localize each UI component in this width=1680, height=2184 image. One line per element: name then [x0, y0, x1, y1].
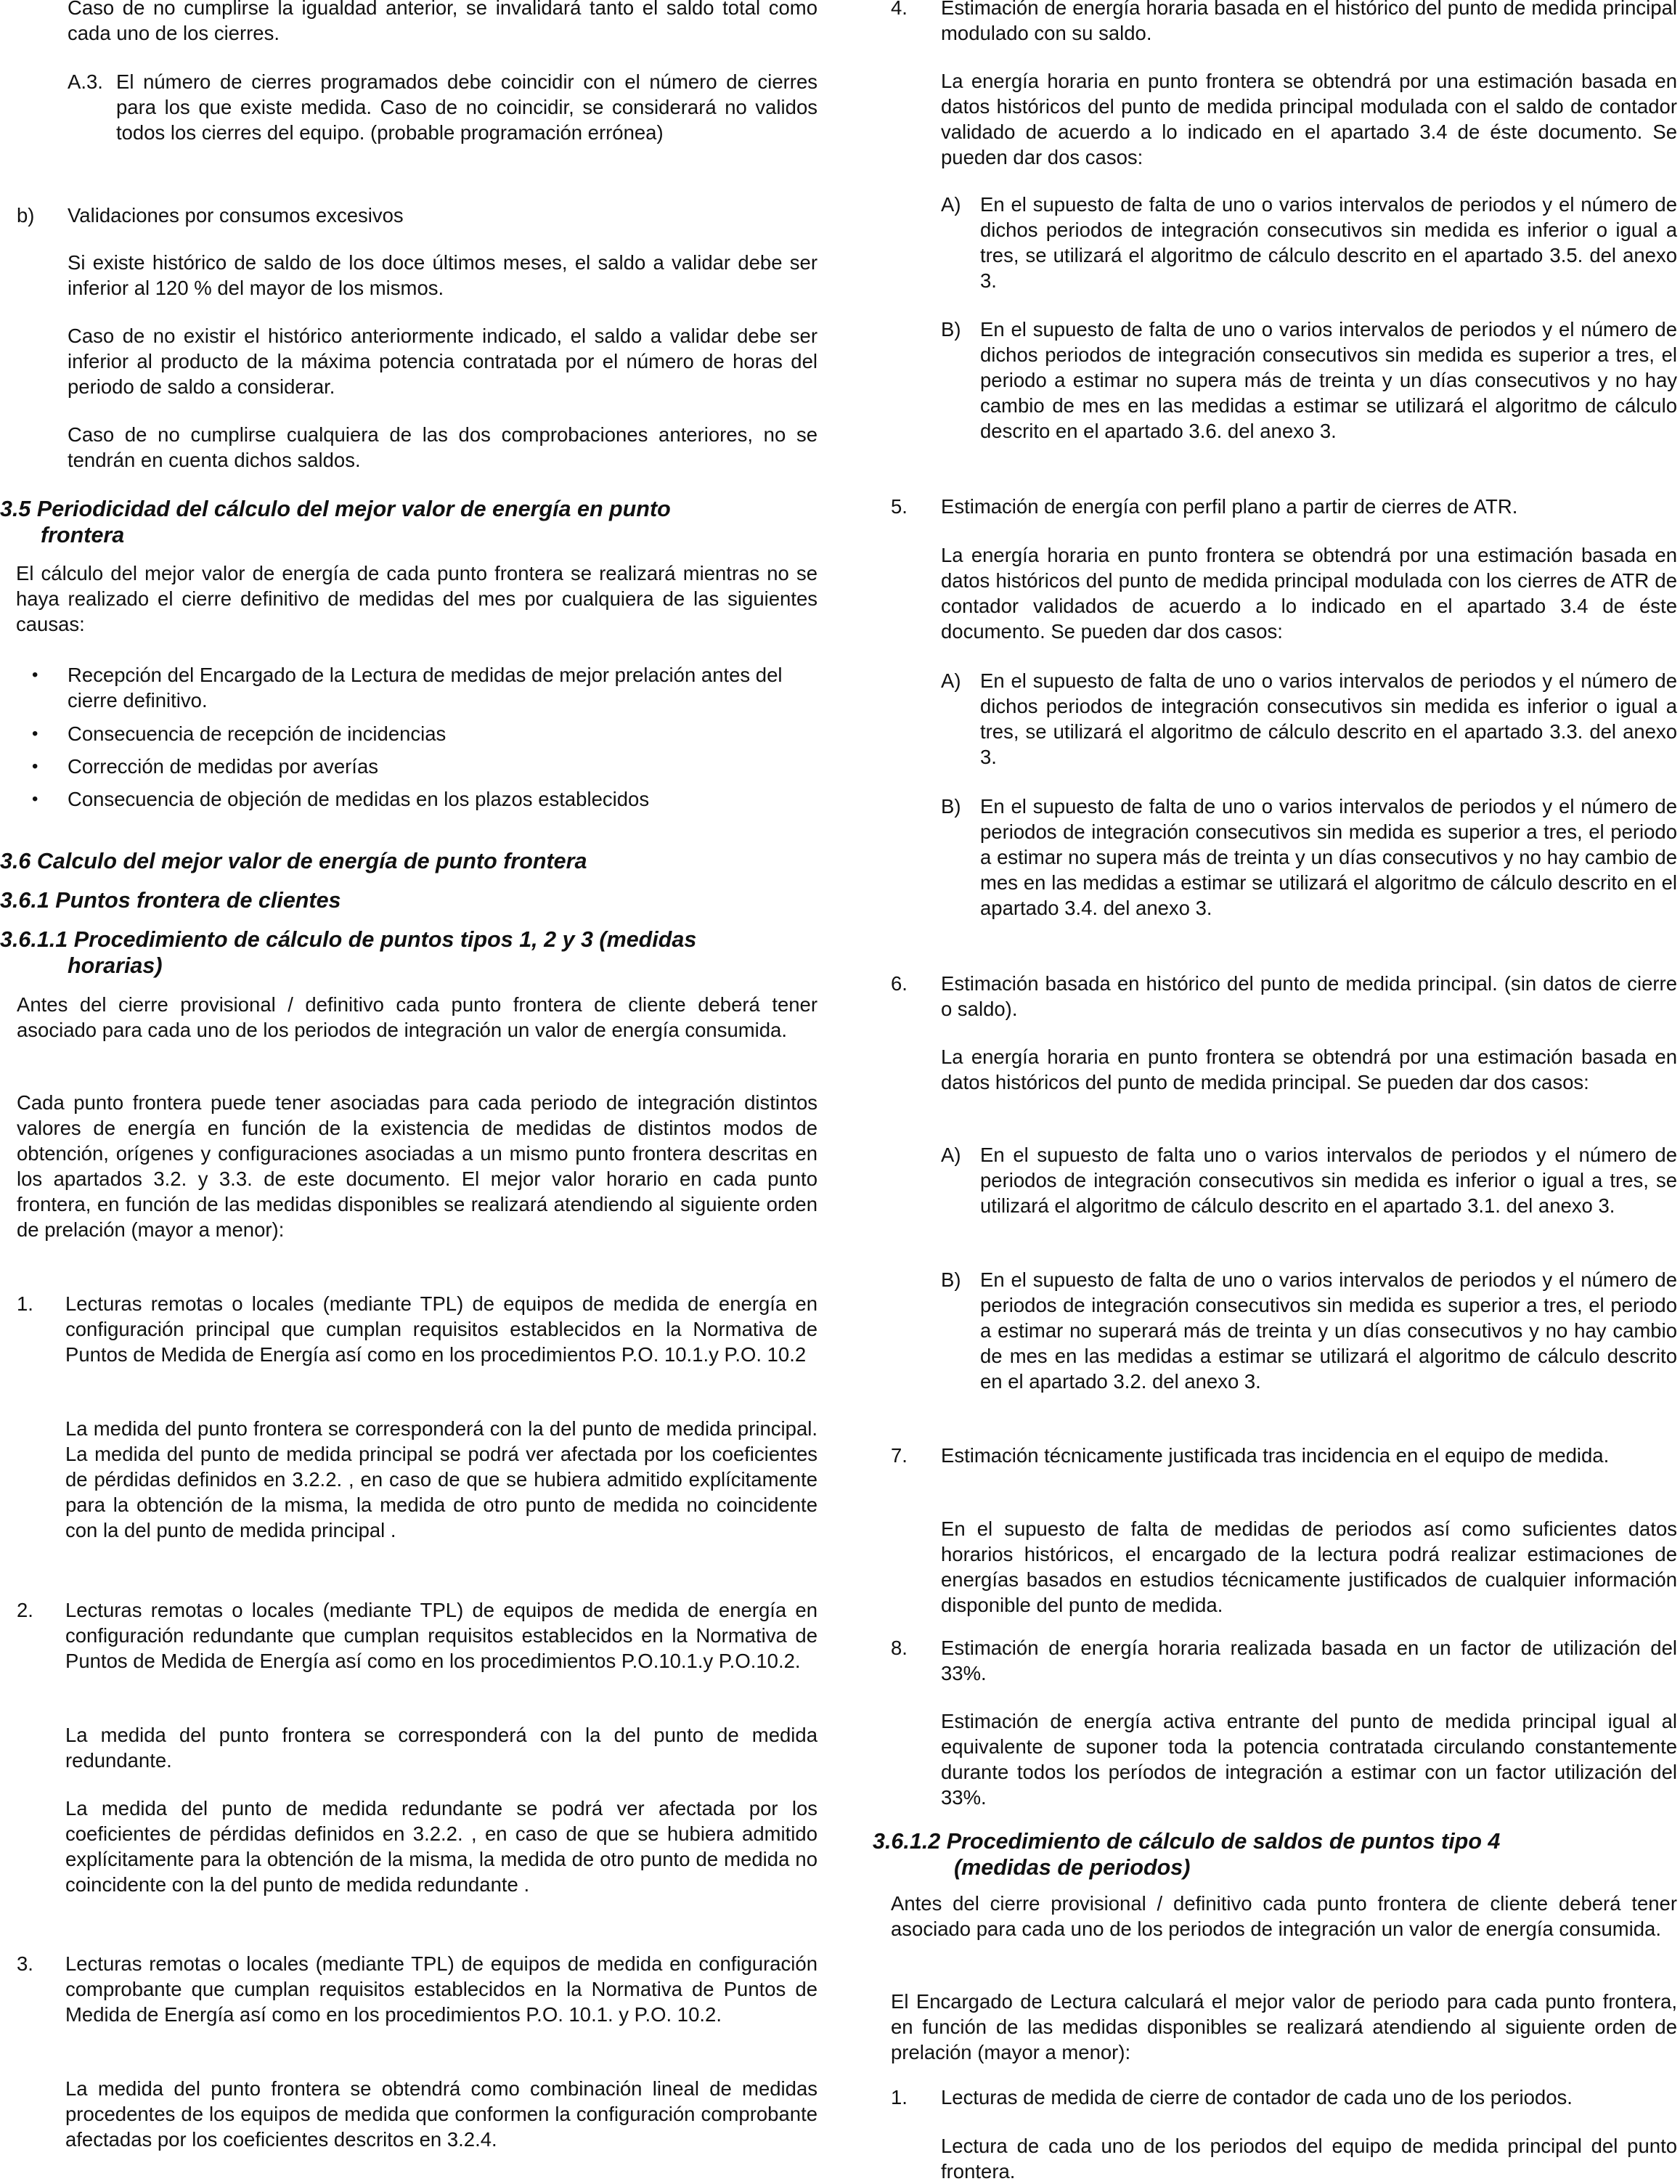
- bullet-marker-3: •: [32, 757, 38, 776]
- paragraph-invalid-sum: Caso de no cumplirse la igualdad anterior, se invalidará tanto el saldo total como cada uno de los cierres.: [68, 0, 817, 44]
- list-text-8: Estimación de energía horaria realizada basada en un factor de utilización del 33%.: [941, 1637, 1677, 1684]
- list-label-4: 4.: [891, 0, 908, 19]
- list-label-5: 5.: [891, 495, 908, 518]
- heading-3-6-1: 3.6.1 Puntos frontera de clientes: [0, 888, 341, 913]
- case-text-5b: En el supuesto de falta de uno o varios intervalos de periodos y el número de periodos de integración consecutivos sin medida es superior a tres, el periodo a estimar no supera más de treinta y un días consecutivos y no hay cambio de mes en las medidas a estimar se utilizará el algoritmo de cálculo descrito en el apartado 3.4. del anexo 3.: [980, 795, 1677, 919]
- order-1-paragraph: Lectura de cada uno de los periodos del equipo de medida principal del punto frontera.: [941, 2135, 1677, 2183]
- heading-3-6-1-2-line2: (medidas de periodos): [954, 1855, 1191, 1880]
- item-title-b: Validaciones por consumos excesivos: [68, 204, 404, 227]
- case-text-6b: En el supuesto de falta de uno o varios intervalos de periodos y el número de periodos de integración consecutivos sin medida es superior a tres, el periodo a estimar no superará más de treinta y un días consecutivos y no hay cambio de mes en las medidas a estimar se utilizará el algoritmo de cálculo descrito en el apartado 3.2. del anexo 3.: [980, 1268, 1677, 1393]
- heading-3-6-1-1-line2: horarias): [68, 953, 163, 978]
- bullet-item-2: Consecuencia de recepción de incidencias: [68, 722, 446, 745]
- case-label-5b: B): [941, 795, 961, 818]
- case-label-6b: B): [941, 1268, 961, 1291]
- heading-3-6-1-1: [0, 926, 817, 979]
- case-label-4a: A): [941, 193, 961, 216]
- list-label-6: 6.: [891, 972, 908, 995]
- list-text-4: Estimación de energía horaria basada en el histórico del punto de medida principal modulado con su saldo.: [941, 0, 1677, 44]
- item-text-a3: El número de cierres programados debe coincidir con el número de cierres para los que existe medida. Caso de no coincidir, se considerará no validos todos los cierres del equipo. (probable programación errónea): [116, 70, 817, 144]
- item-label-a3: A.3.: [68, 70, 103, 93]
- case-text-6a: En el supuesto de falta uno o varios intervalos de periodos y el número de periodos de integración consecutivos sin medida es inferior o igual a tres, se utilizará el algoritmo de cálculo descrito en el apartado 3.1. del anexo 3.: [980, 1144, 1677, 1217]
- bullet-item-3: Corrección de medidas por averías: [68, 755, 378, 778]
- order-label-1: 1.: [891, 2086, 908, 2108]
- case-label-5a: A): [941, 669, 961, 692]
- bullet-item-1: Recepción del Encargado de la Lectura de medidas de mejor prelación antes del cierre definitivo.: [68, 664, 783, 712]
- list-3-paragraph: La medida del punto frontera se obtendrá como combinación lineal de medidas procedentes de los equipos de medida que conformen la configuración comprobante afectadas por los coeficientes descritos en 3.2.4.: [65, 2077, 817, 2151]
- heading-3-6-1-2-line1: 3.6.1.2 Procedimiento de cálculo de saldos de puntos tipo 4: [873, 1829, 1501, 1854]
- paragraph-3-6-1-2-a: Antes del cierre provisional / definitivo cada punto frontera de cliente deberá tener asociado para cada uno de los periodos de integración un valor de energía consumida.: [891, 1892, 1677, 1940]
- item-label-b: b): [17, 204, 35, 227]
- list-text-5: Estimación de energía con perfil plano a partir de cierres de ATR.: [941, 495, 1518, 518]
- list-label-1: 1.: [17, 1292, 33, 1315]
- paragraph-b1: Si existe histórico de saldo de los doce últimos meses, el saldo a validar debe ser inferior al 120 % del mayor de los mismos.: [68, 251, 817, 299]
- heading-3-6: 3.6 Calculo del mejor valor de energía de punto frontera: [0, 849, 587, 873]
- heading-3-5-line1: 3.5 Periodicidad del cálculo del mejor valor de energía en punto: [0, 497, 671, 521]
- list-text-1: Lecturas remotas o locales (mediante TPL) de equipos de medida de energía en configuración principal que cumplan requisitos establecidos en la Normativa de Puntos de Medida de Energía así como en los procedimientos P.O. 10.1.y P.O. 10.2: [65, 1292, 817, 1366]
- paragraph-3-6-1-2-b: El Encargado de Lectura calculará el mejor valor de periodo para cada punto frontera, en función de las medidas disponibles se realizará atendiendo al siguiente orden de prelación (mayor a menor):: [891, 1990, 1677, 2063]
- heading-3-6-1-1-line1: 3.6.1.1 Procedimiento de cálculo de puntos tipos 1, 2 y 3 (medidas: [0, 927, 697, 952]
- order-text-1: Lecturas de medida de cierre de contador de cada uno de los periodos.: [941, 2086, 1573, 2108]
- bullet-marker-4: •: [32, 789, 38, 809]
- list-text-2: Lecturas remotas o locales (mediante TPL) de equipos de medida de energía en configuración redundante que cumplan requisitos establecidos en la Normativa de Puntos de Medida de Energía así como en los procedimientos P.O.10.1.y P.O.10.2.: [65, 1599, 817, 1672]
- bullet-marker-2: •: [32, 724, 38, 743]
- list-label-7: 7.: [891, 1444, 908, 1467]
- list-2-paragraph-a: La medida del punto frontera se corresponderá con la del punto de medida redundante.: [65, 1724, 817, 1772]
- list-8-paragraph: Estimación de energía activa entrante del punto de medida principal igual al equivalente de suponer toda la potencia contratada circulando constantemente durante todos los períodos de integración a estimar con un factor utilización del 33%.: [941, 1710, 1677, 1809]
- heading-3-6-1-2: [873, 1828, 1677, 1881]
- list-1-paragraph: La medida del punto frontera se corresponderá con la del punto de medida principal. La medida del punto de medida principal se podrá ver afectada por los coeficientes de pérdidas definidos en 3.2.2. , en caso de que se hubiera admitido explícitamente para la obtención de la misma, la medida de otro punto de medida no coincidente con la del punto de medida principal .: [65, 1417, 817, 1541]
- bullet-marker-1: •: [32, 665, 38, 685]
- list-7-paragraph: En el supuesto de falta de medidas de periodos así como suficientes datos horarios históricos, el encargado de la lectura podrá realizar estimaciones de energías basados en estudios técnicamente justificados de cualquier información disponible del punto de medida.: [941, 1517, 1677, 1616]
- list-label-2: 2.: [17, 1599, 33, 1621]
- paragraph-3-6-1-1-b: Cada punto frontera puede tener asociadas para cada periodo de integración distintos valores de energía en función de la existencia de medidas de distintos modos de obtención, orígenes y configuraciones asociadas a un mismo punto frontera descritas en los apartados 3.2. y 3.3. de este documento. El mejor valor horario en cada punto frontera, en función de las medidas disponibles se realizará atendiendo al siguiente orden de prelación (mayor a menor):: [17, 1091, 817, 1241]
- paragraph-3-6-1-1-a: Antes del cierre provisional / definitivo cada punto frontera de cliente deberá tener asociado para cada uno de los periodos de integración un valor de energía consumida.: [17, 993, 817, 1041]
- list-4-paragraph: La energía horaria en punto frontera se obtendrá por una estimación basada en datos históricos del punto de medida principal modulada con el saldo de contador validado de acuerdo a lo indicado en el apartado 3.4 de éste documento. Se pueden dar dos casos:: [941, 70, 1677, 168]
- list-5-paragraph: La energía horaria en punto frontera se obtendrá por una estimación basada en datos históricos del punto de medida principal modulada con los cierres de ATR de contador validados de acuerdo a lo indicado en el apartado 3.4 de éste documento. Se pueden dar dos casos:: [941, 544, 1677, 643]
- heading-3-5-line2: frontera: [41, 523, 125, 547]
- list-label-8: 8.: [891, 1637, 908, 1659]
- list-text-3: Lecturas remotas o locales (mediante TPL) de equipos de medida en configuración comprobante que cumplan requisitos establecidos en la Normativa de Puntos de Medida de Energía así como en los procedimientos P.O. 10.1. y P.O. 10.2.: [65, 1952, 817, 2026]
- heading-3-5: [0, 496, 817, 548]
- list-label-3: 3.: [17, 1952, 33, 1975]
- case-text-5a: En el supuesto de falta de uno o varios intervalos de periodos y el número de dichos periodos de integración consecutivos sin medida es inferior o igual a tres, se utilizará el algoritmo de cálculo descrito en el apartado 3.3. del anexo 3.: [980, 669, 1677, 768]
- paragraph-b2: Caso de no existir el histórico anteriormente indicado, el saldo a validar debe ser inferior al producto de la máxima potencia contratada por el número de horas del periodo de saldo a considerar.: [68, 325, 817, 398]
- case-label-4b: B): [941, 318, 961, 341]
- paragraph-b3: Caso de no cumplirse cualquiera de las dos comprobaciones anteriores, no se tendrán en cuenta dichos saldos.: [68, 423, 817, 471]
- bullet-item-4: Consecuencia de objeción de medidas en los plazos establecidos: [68, 788, 650, 810]
- case-label-6a: A): [941, 1144, 961, 1166]
- list-text-7: Estimación técnicamente justificada tras incidencia en el equipo de medida.: [941, 1444, 1610, 1467]
- paragraph-3-5: El cálculo del mejor valor de energía de cada punto frontera se realizará mientras no se haya realizado el cierre definitivo de medidas del mes por cualquiera de las siguientes causas:: [16, 562, 817, 635]
- case-text-4a: En el supuesto de falta de uno o varios intervalos de periodos y el número de dichos periodos de integración consecutivos sin medida es inferior o igual a tres, se utilizará el algoritmo de cálculo descrito en el apartado 3.5. del anexo 3.: [980, 193, 1677, 292]
- case-text-4b: En el supuesto de falta de uno o varios intervalos de periodos y el número de dichos periodos de integración consecutivos sin medida es superior a tres, el periodo a estimar no supera más de treinta y un días consecutivos y no hay cambio de mes en las medidas a estimar se utilizará el algoritmo de cálculo descrito en el apartado 3.6. del anexo 3.: [980, 318, 1677, 442]
- list-2-paragraph-b: La medida del punto de medida redundante se podrá ver afectada por los coeficientes de pérdidas definidos en 3.2.2. , en caso de que se hubiera admitido explícitamente para la obtención de la misma, la medida de otro punto de medida no coincidente con la del punto de medida redundante .: [65, 1797, 817, 1896]
- list-text-6: Estimación basada en histórico del punto de medida principal. (sin datos de cierre o saldo).: [941, 972, 1677, 1020]
- list-6-paragraph: La energía horaria en punto frontera se obtendrá por una estimación basada en datos históricos del punto de medida principal. Se pueden dar dos casos:: [941, 1046, 1677, 1093]
